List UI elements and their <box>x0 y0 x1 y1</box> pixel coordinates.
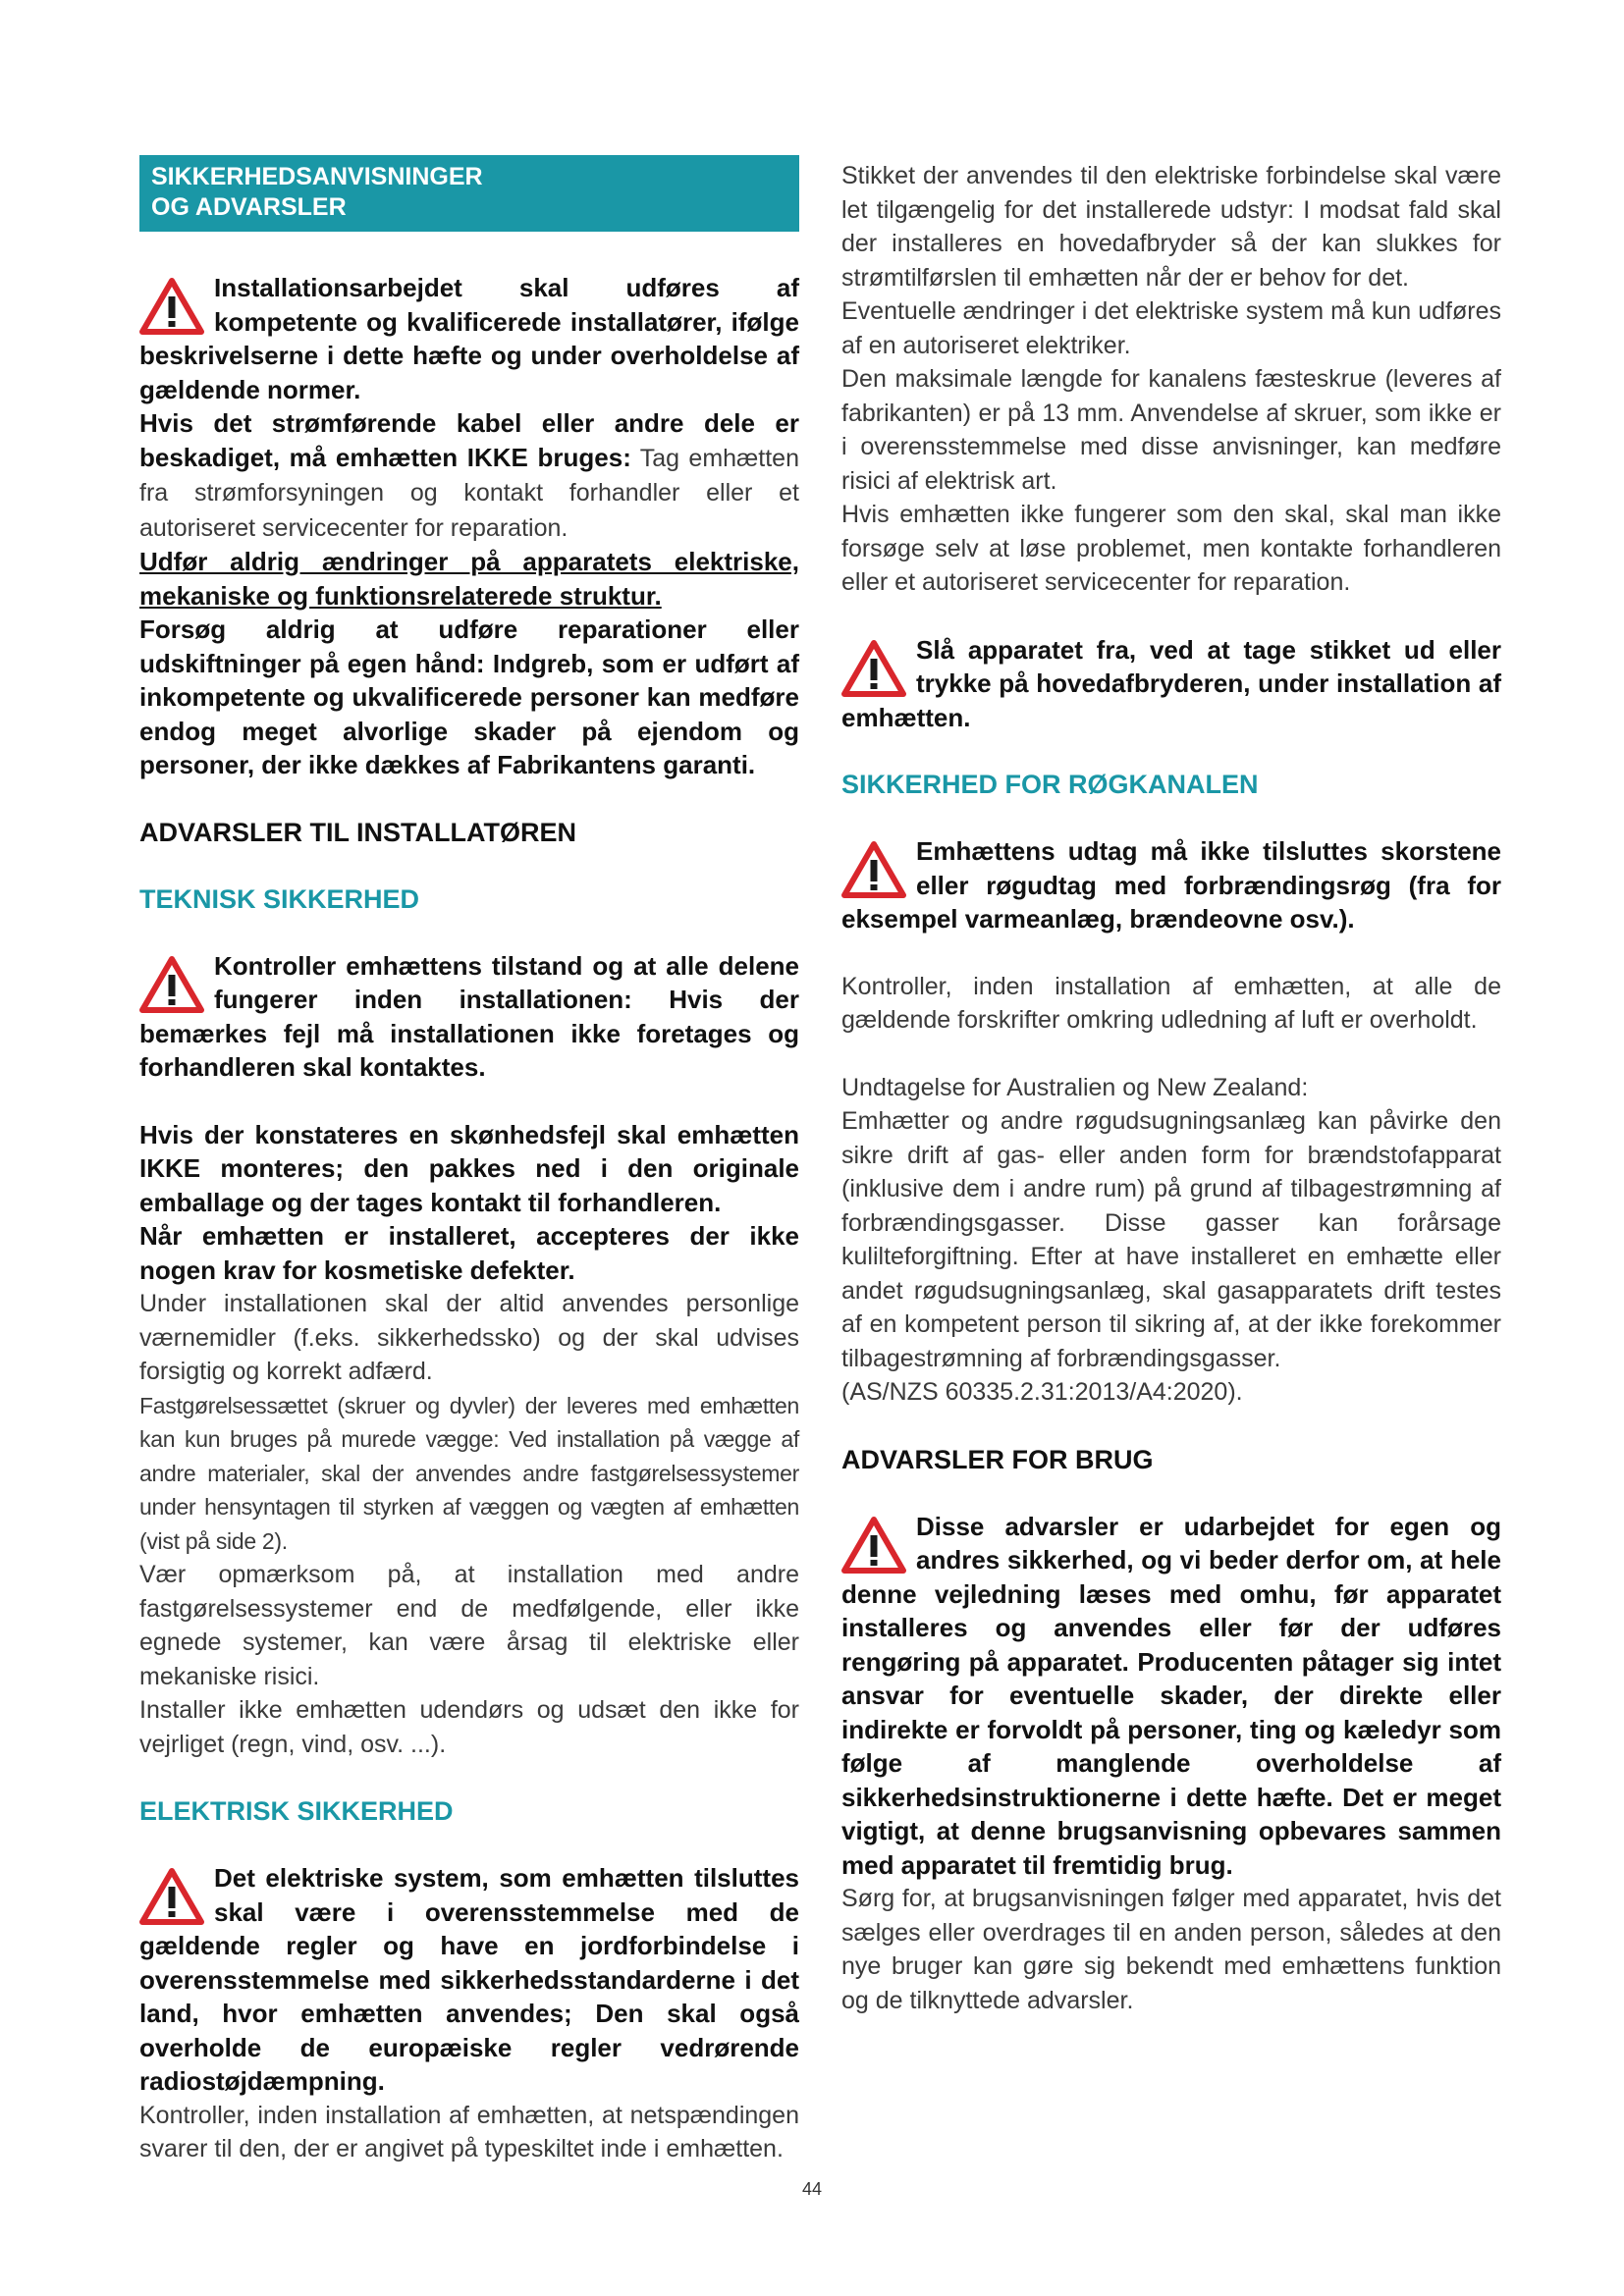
section-heading: ELEKTRISK SIKKERHED <box>139 1796 454 1826</box>
warning-triangle-icon <box>841 1516 906 1576</box>
warning-text: Installationsarbejdet skal udføres af kompetente og kvalificerede installatører, ifølge beskrivelserne i dette hæfte og under overholdelse af gældende normer. <box>139 273 799 404</box>
warning-text: Emhættens udtag må ikke tilsluttes skorstene eller røgudtag med forbrændingsrøg (fra for eksempel varmeanlæg, brændeovne osv.). <box>841 836 1501 934</box>
paragraph: Under installationen skal der altid anvendes personlige værnemidler (f.eks. sikkerhedssko) og der skal udvises forsigtig og korrekt adfærd. <box>139 1290 799 1385</box>
light-span: Tag emhætten fra strømforsyningen og kontakt forhandler eller et autoriseret servicecenter for reparation. <box>139 444 799 542</box>
warning-triangle-icon <box>841 639 906 700</box>
warning-triangle-icon <box>139 1867 204 1928</box>
paragraph: Vær opmærksom på, at installation med andre fastgørelsessystemer end de medfølgende, eller ikke egnede systemer, kan være årsag til elektriske eller mekaniske risici. <box>139 1561 799 1690</box>
left-column <box>139 155 799 2166</box>
warning-triangle-icon <box>139 277 204 338</box>
warning-triangle-icon <box>841 840 906 901</box>
warning-text: Det elektriske system, som emhætten tilsluttes skal være i overensstemmelse med de gældende regler og have en jordforbindelse i overensstemmelse med sikkerhedsstandarderne i det land, hvor emhætten anvendes; Den skal også overholde de europæiske regler vedrørende radiostøjdæmpning. <box>139 1863 799 2096</box>
warning-triangle-icon <box>139 955 204 1016</box>
warning-block <box>841 633 1501 735</box>
bold-span: Hvis det strømførende kabel eller andre dele er beskadiget, må emhætten IKKE bruges: <box>139 408 799 472</box>
paragraph <box>139 406 799 545</box>
right-column <box>841 159 1501 2017</box>
paragraph: Fastgørelsessættet (skruer og dyvler) der leveres med emhætten kan kun bruges på murede vægge: Ved installation på vægge af andre materialer, skal der anvendes andre fastgørelsessystemer under hensyntagen til styrken af væggen og vægten af emhætten (vist på side 2). <box>139 1392 799 1554</box>
warning-text: Kontroller emhættens tilstand og at alle delene fungerer inden installationen: Hvis der bemærkes fejl må installationen ikke foretages og forhandleren skal kontaktes. <box>139 950 799 1082</box>
paragraph: Den maksimale længde for kanalens fæsteskrue (leveres af fabrikanten) er på 13 mm. Anvendelse af skruer, som ikke er i overensstemmelse med disse anvisninger, kan medføre risici af elektrisk art. <box>841 365 1501 495</box>
paragraph: Når emhætten er installeret, accepteres der ikke nogen krav for kosmetiske defekter. <box>139 1221 799 1285</box>
section-banner: SIKKERHEDSANVISNINGER OG ADVARSLER <box>139 155 799 232</box>
warning-text: Slå apparatet fra, ved at tage stikket ud eller trykke på hovedafbryderen, under installation af emhætten. <box>841 634 1501 732</box>
warning-block <box>841 834 1501 936</box>
paragraph: Eventuelle ændringer i det elektriske system må kun udføres af en autoriseret elektriker. <box>841 297 1501 359</box>
section-heading: SIKKERHED FOR RØGKANALEN <box>841 770 1259 799</box>
warning-block <box>841 1510 1501 1883</box>
paragraph: Sørg for, at brugsanvisningen følger med apparatet, hvis det sælges eller overdrages til en anden person, således at den nye bruger kan gøre sig bekendt med emhættens funktion og de tilknyttede advarsler. <box>841 1885 1501 2014</box>
page-number: 44 <box>801 2179 823 2199</box>
paragraph: Forsøg aldrig at udføre reparationer eller udskiftninger på egen hånd: Indgreb, som er udført af inkompetente og ukvalificerede personer kan medføre endog meget alvorlige skader på ejendom og personer, der ikke dækkes af Fabrikantens garanti. <box>139 614 799 779</box>
paragraph: Installer ikke emhætten udendørs og udsæt den ikke for vejrliget (regn, vind, osv. ...). <box>139 1696 799 1758</box>
paragraph: Undtagelse for Australien og New Zealand: <box>841 1073 1309 1101</box>
section-heading: ADVARSLER TIL INSTALLATØREN <box>139 817 576 847</box>
paragraph: Hvis der konstateres en skønhedsfejl skal emhætten IKKE monteres; den pakkes ned i den originale emballage og der tages kontakt til forhandleren. <box>139 1119 799 1217</box>
section-heading: ADVARSLER FOR BRUG <box>841 1444 1154 1474</box>
section-heading: TEKNISK SIKKERHED <box>139 883 420 914</box>
warning-block <box>139 949 799 1085</box>
paragraph: Hvis emhætten ikke fungerer som den skal, skal man ikke forsøge selv at løse problemet, men kontakte forhandleren eller et autoriseret servicecenter for reparation. <box>841 501 1501 596</box>
paragraph: Emhætter og andre røgudsugningsanlæg kan påvirke den sikre drift af gas- eller anden form for brændstofapparat (inklusive dem i andre rum) på grund af tilbagestrømning af forbrændingsgasser. Disse gasser kan forårsage kulilteforgiftning. Efter at have installeret en emhætte eller andet røgudsugningsanlæg, skal gasapparatets drift testes af en kompetent person til sikring af, at der ikke forekommer tilbagestrømning af forbrændingsgasser. <box>841 1107 1501 1372</box>
warning-block <box>139 271 799 406</box>
paragraph: Stikket der anvendes til den elektriske forbindelse skal være let tilgængelig for det installerede udstyr: I modsat fald skal der installeres en hovedafbryder så der kan slukkes for strømtilførslen til emhætten når der er behov for det. <box>841 162 1501 292</box>
paragraph: (AS/NZS 60335.2.31:2013/A4:2020). <box>841 1378 1243 1406</box>
paragraph: Kontroller, inden installation af emhætten, at alle de gældende forskrifter omkring udledning af luft er overholdt. <box>841 972 1501 1034</box>
paragraph: Kontroller, inden installation af emhætten, at netspændingen svarer til den, der er angivet på typeskiltet inde i emhætten. <box>139 2101 799 2163</box>
underlined-paragraph: Udfør aldrig ændringer på apparatets elektriske, mekaniske og funktionsrelaterede struktur. <box>139 547 799 611</box>
warning-text: Disse advarsler er udarbejdet for egen og andres sikkerhed, og vi beder derfor om, at hele denne vejledning læses med omhu, før apparatet installeres og anvendes eller før der udføres rengøring på apparatet. Producenten påtager sig intet ansvar for eventuelle skader, der direkte eller indirekte er forvoldt på personer, ting og kæledyr som følge af manglende overholdelse af sikkerhedsinstruktionerne i dette hæfte. Det er meget vigtigt, at denne brugsanvisning opbevares sammen med apparatet til fremtidig brug. <box>841 1511 1501 1880</box>
warning-block <box>139 1861 799 2099</box>
